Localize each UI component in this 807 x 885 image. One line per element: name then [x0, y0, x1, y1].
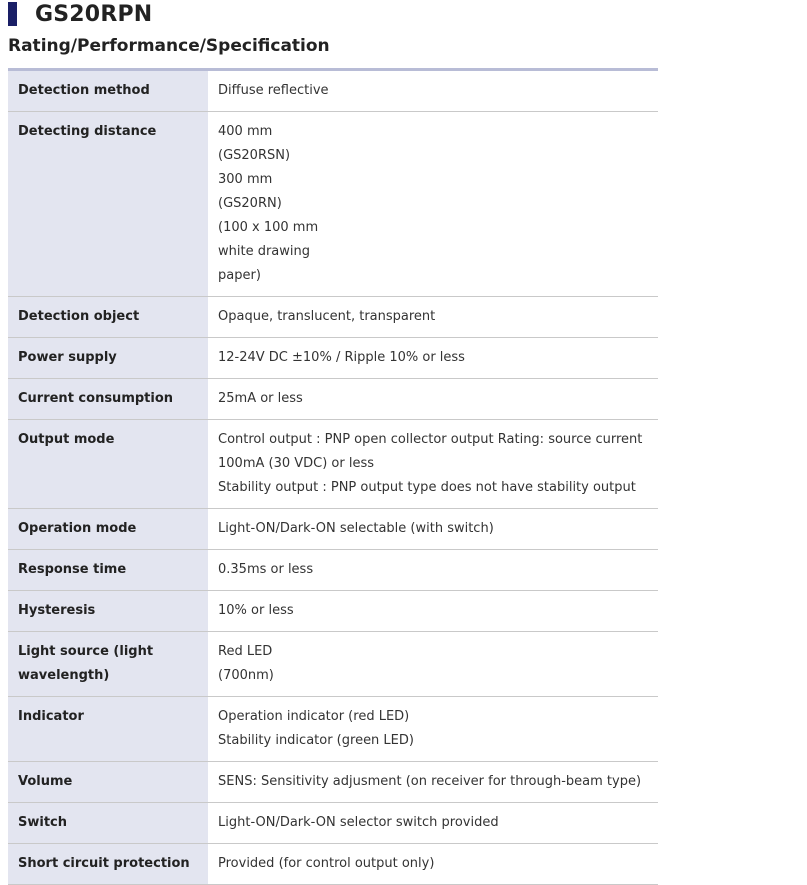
spec-label: Operation mode — [8, 509, 208, 550]
spec-label: Detecting distance — [8, 112, 208, 297]
spec-value-line: (GS20RSN) — [218, 148, 291, 163]
spec-value — [208, 844, 658, 885]
spec-value-line: Provided (for control output only) — [218, 856, 435, 871]
spec-row — [8, 338, 658, 379]
spec-row — [8, 420, 658, 509]
spec-value — [208, 697, 658, 762]
spec-label: Hysteresis — [8, 591, 208, 632]
spec-label: Current consumption — [8, 379, 208, 420]
section-heading: Rating/Performance/Specification — [8, 36, 330, 56]
spec-row — [8, 803, 658, 844]
spec-value-line: 12-24V DC ±10% / Ripple 10% or less — [218, 350, 465, 365]
spec-value — [208, 591, 658, 632]
page-title: GS20RPN — [35, 1, 153, 27]
spec-value-line: white drawing — [218, 244, 311, 259]
spec-value-line: Opaque, translucent, transparent — [218, 309, 436, 324]
spec-value — [208, 550, 658, 591]
spec-value-line: 300 mm — [218, 172, 273, 187]
spec-value — [208, 420, 658, 509]
spec-value — [208, 762, 658, 803]
spec-value-line: 25mA or less — [218, 391, 303, 406]
spec-value-line: Stability output : PNP output type does not have stability output — [218, 480, 636, 495]
spec-label: Detection method — [8, 70, 208, 112]
spec-table-body — [8, 70, 658, 885]
page-title-row — [8, 0, 152, 28]
spec-value-line: 10% or less — [218, 603, 294, 618]
spec-label: Output mode — [8, 420, 208, 509]
spec-row — [8, 591, 658, 632]
spec-label: Response time — [8, 550, 208, 591]
spec-label: Switch — [8, 803, 208, 844]
spec-row — [8, 379, 658, 420]
spec-value — [208, 509, 658, 550]
spec-value-line: (700nm) — [218, 668, 274, 683]
spec-row — [8, 632, 658, 697]
spec-value-line: (GS20RN) — [218, 196, 282, 211]
spec-row — [8, 550, 658, 591]
spec-row — [8, 112, 658, 297]
title-accent-bar — [8, 2, 17, 26]
spec-label: Volume — [8, 762, 208, 803]
spec-value-line: (100 x 100 mm — [218, 220, 319, 235]
spec-value — [208, 112, 658, 297]
spec-label: Power supply — [8, 338, 208, 379]
spec-label: Light source (light wavelength) — [8, 632, 208, 697]
spec-value-line: 0.35ms or less — [218, 562, 314, 577]
spec-row — [8, 70, 658, 112]
spec-value — [208, 379, 658, 420]
spec-label: Indicator — [8, 697, 208, 762]
spec-value — [208, 70, 658, 112]
spec-value-line: Diffuse reflective — [218, 83, 329, 98]
spec-table — [8, 68, 658, 885]
spec-value-line: Stability indicator (green LED) — [218, 733, 414, 748]
spec-value-line: SENS: Sensitivity adjusment (on receiver for through-beam type) — [218, 774, 642, 789]
spec-row — [8, 697, 658, 762]
spec-value-line: 400 mm — [218, 124, 273, 139]
spec-value-line: Control output : PNP open collector output Rating: source current — [218, 432, 643, 447]
spec-label: Detection object — [8, 297, 208, 338]
spec-label: Short circuit protection — [8, 844, 208, 885]
spec-value — [208, 803, 658, 844]
spec-row — [8, 844, 658, 885]
spec-row — [8, 762, 658, 803]
spec-row — [8, 509, 658, 550]
spec-value — [208, 297, 658, 338]
spec-value-line: paper) — [218, 268, 261, 283]
spec-value-line: 100mA (30 VDC) or less — [218, 456, 375, 471]
spec-value-line: Light-ON/Dark-ON selectable (with switch) — [218, 521, 494, 536]
spec-value-line: Red LED — [218, 644, 273, 659]
spec-value-line: Light-ON/Dark-ON selector switch provided — [218, 815, 499, 830]
spec-value-line: Operation indicator (red LED) — [218, 709, 410, 724]
spec-row — [8, 297, 658, 338]
spec-value — [208, 632, 658, 697]
spec-value — [208, 338, 658, 379]
